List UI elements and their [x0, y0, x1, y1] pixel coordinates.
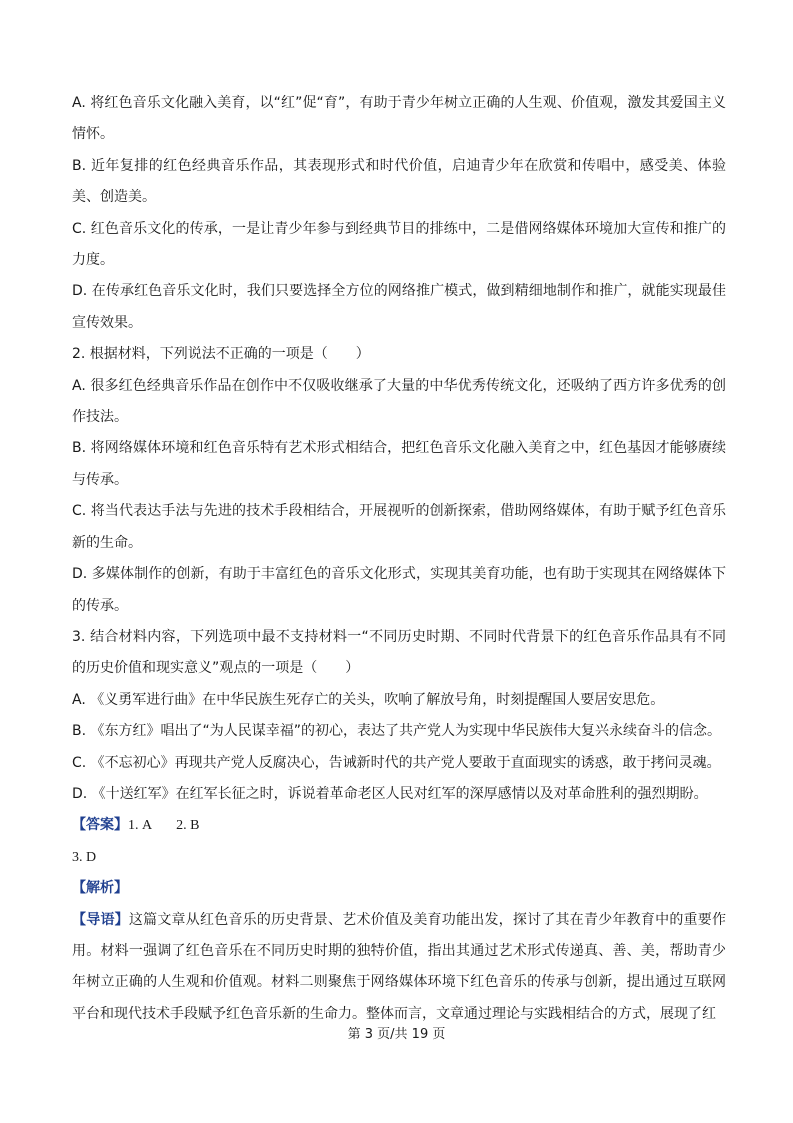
page-footer: 第 3 页/共 19 页: [347, 1027, 446, 1042]
guide-label: 【导语】: [72, 911, 129, 928]
q2-option-c: C. 将当代表达手法与先进的技术手段相结合，开展视听的创新探索，借助网络媒体，有助于赋予红色音乐新的生命。: [72, 503, 726, 551]
answer-q3: 3. D: [72, 849, 97, 865]
q2-option-a: A. 很多红色经典音乐作品在创作中不仅吸收继承了大量的中华优秀传统文化，还吸纳了西方许多优秀的创作技法。: [72, 377, 726, 426]
analysis-line: [72, 873, 726, 904]
analysis-label: 【解析】: [72, 880, 128, 897]
q3-stem: 3. 结合材料内容，下列选项中最不支持材料一“不同历史时期、不同时代背景下的红色音乐作品具有不同的历史价值和现实意义”观点的一项是（ ）: [72, 628, 726, 677]
guide-text: 这篇文章从红色音乐的历史背景、艺术价值及美育功能出发，探讨了其在青少年教育中的重要作用。材料一强调了红色音乐在不同历史时期的独特价值，指出其通过艺术形式传递真、善、美，帮助青少年树立正确的人生观和价值观。材料二则聚焦于网络媒体环境下红色音乐的传承与创新，提出通过互联网平台和现代技术手段赋予红色音乐新的生命力。整体而言，文章通过理论与实践相结合的方式，展现了红: [72, 911, 726, 1022]
q3-option-d: D. 《十送红军》在红军长征之时，诉说着革命老区人民对红军的深厚感情以及对革命胜利的强烈期盼。: [72, 785, 708, 802]
guide-paragraph: [72, 905, 726, 1031]
q3-option-a: A. 《义勇军进行曲》在中华民族生死存亡的关头，吹响了解放号角，时刻提醒国人要居安思危。: [72, 691, 665, 708]
answer-q1: 1. A: [128, 818, 153, 834]
q2-option-d: D. 多媒体制作的创新，有助于丰富红色的音乐文化形式，实现其美育功能，也有助于实现其在网络媒体下的传承。: [72, 566, 726, 614]
q1-option-b: B. 近年复排的红色经典音乐作品，其表现形式和时代价值，启迪青少年在欣赏和传唱中，感受美、体验美、创造美。: [72, 157, 726, 206]
q2-stem: 2. 根据材料，下列说法不正确的一项是（ ）: [72, 346, 370, 363]
q3-option-c: C. 《不忘初心》再现共产党人反腐决心，告诫新时代的共产党人要敢于直面现实的诱惑，敢于拷问灵魂。: [72, 754, 721, 771]
q3-option-b: B. 《东方红》唱出了“为人民谋幸福”的初心，表达了共产党人为实现中华民族伟大复兴永续奋斗的信念。: [72, 723, 722, 740]
answer-q2: 2. B: [176, 818, 200, 834]
document-body: [72, 88, 726, 1030]
q1-option-c: C. 红色音乐文化的传承，一是让青少年参与到经典节目的排练中，二是借网络媒体环境加大宣传和推广的力度。: [72, 220, 726, 269]
q1-option-d: D. 在传承红色音乐文化时，我们只要选择全方位的网络推广模式，做到精细地制作和推广，就能实现最佳宣传效果。: [72, 283, 726, 331]
answer-label: 【答案】: [72, 817, 128, 834]
answer-line: [72, 810, 726, 841]
q1-option-a: A. 将红色音乐文化融入美育，以“红”促“育”，有助于青少年树立正确的人生观、价值观，激发其爱国主义情怀。: [72, 95, 726, 143]
q2-option-b: B. 将网络媒体环境和红色音乐特有艺术形式相结合，把红色音乐文化融入美育之中，红色基因才能够赓续与传承。: [72, 440, 726, 488]
